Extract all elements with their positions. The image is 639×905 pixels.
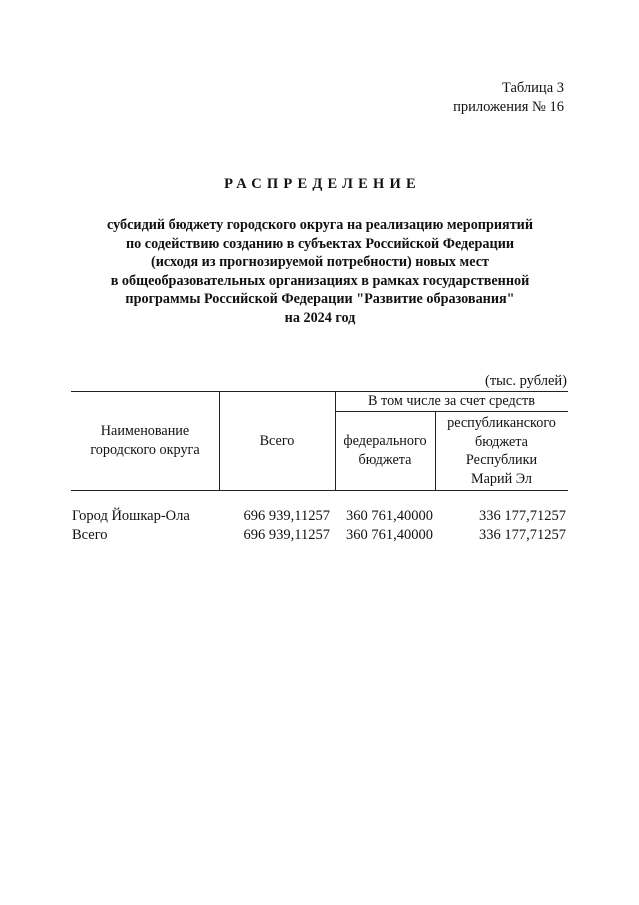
subheader-divider bbox=[335, 411, 568, 412]
header-bottom-border bbox=[71, 490, 568, 491]
row-federal: 360 761,40000 bbox=[346, 527, 433, 543]
header-text: федерального bbox=[343, 433, 427, 449]
header-text: Всего bbox=[259, 433, 295, 449]
subtitle-line: по содействию созданию в субъектах Российской Федерации bbox=[125, 235, 515, 252]
header-name-column bbox=[71, 422, 219, 459]
row-name: Всего bbox=[72, 527, 108, 543]
row-federal: 360 761,40000 bbox=[346, 508, 433, 524]
row-republic: 336 177,71257 bbox=[479, 527, 566, 543]
header-text: Республики bbox=[465, 452, 538, 468]
row-total: 696 939,11257 bbox=[243, 508, 330, 524]
appendix-number: приложения № 16 bbox=[453, 99, 564, 115]
header-republic-column bbox=[435, 414, 568, 488]
table-row bbox=[0, 508, 639, 528]
subtitle-line: программы Российской Федерации "Развитие образования" bbox=[125, 291, 515, 308]
units-label: (тыс. рублей) bbox=[485, 373, 567, 389]
row-total: 696 939,11257 bbox=[243, 527, 330, 543]
header-including bbox=[335, 392, 568, 411]
subtitle-line: субсидий бюджету городского округа на реализацию мероприятий bbox=[106, 217, 534, 233]
subtitle-line: в общеобразовательных организациях в рамках государственной bbox=[110, 272, 530, 289]
header-text: городского округа bbox=[90, 441, 200, 458]
header-text: бюджета bbox=[358, 451, 412, 468]
header-total-column bbox=[219, 432, 335, 451]
row-name: Город Йошкар-Ола bbox=[72, 508, 190, 524]
header-text: Наименование bbox=[100, 423, 190, 439]
header-text: бюджета bbox=[475, 433, 528, 450]
header-text: Марий Эл bbox=[471, 470, 532, 487]
subtitle-line: (исходя из прогнозируемой потребности) новых мест bbox=[151, 254, 489, 271]
appendix-reference bbox=[453, 79, 564, 117]
document-subtitle bbox=[40, 216, 600, 328]
subtitle-line: на 2024 год bbox=[284, 309, 356, 326]
appendix-table-number: Таблица 3 bbox=[501, 80, 564, 96]
header-text: республиканского bbox=[447, 415, 556, 431]
header-text: В том числе за счет средств bbox=[368, 393, 535, 409]
document-heading: РАСПРЕДЕЛЕНИЕ bbox=[224, 176, 421, 192]
row-republic: 336 177,71257 bbox=[479, 508, 566, 524]
table-row-total bbox=[0, 527, 639, 547]
header-federal-column bbox=[335, 432, 435, 469]
